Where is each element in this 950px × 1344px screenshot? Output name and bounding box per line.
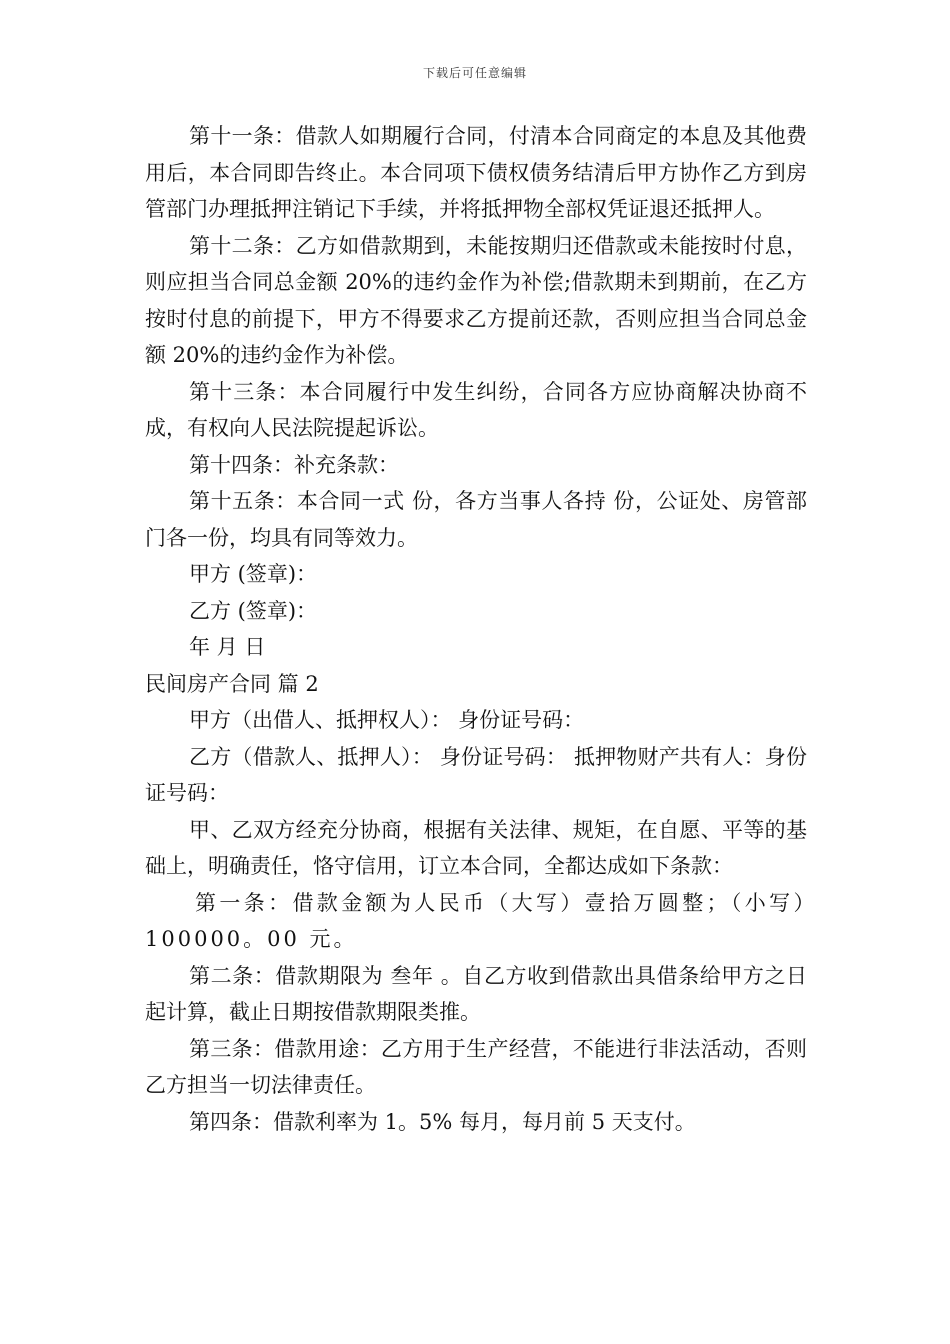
page-header: 下载后可任意编辑 bbox=[422, 66, 527, 80]
clause-1: 第一条：借款金额为人民币（大写）壹拾万圆整；（小写）100000。00 元。 bbox=[145, 890, 807, 951]
party-b-signature: 乙方 (签章)： bbox=[189, 598, 318, 623]
clause-14: 第十四条：补充条款： bbox=[189, 452, 399, 477]
clause-13: 第十三条：本合同履行中发生纠纷，合同各方应协商解决协商不成，有权向人民法院提起诉讼。 bbox=[145, 379, 807, 440]
date-line: 年 月 日 bbox=[189, 635, 266, 659]
section-title: 民间房产合同 篇 2 bbox=[145, 671, 319, 696]
document-body bbox=[145, 118, 807, 1140]
preamble: 甲、乙双方经充分协商，根据有关法律、规矩，在自愿、平等的基础上，明确责任，恪守信用，订立本合同，全都达成如下条款： bbox=[145, 817, 807, 878]
party-a-info: 甲方（出借人、抵押权人）： 身份证号码： bbox=[189, 708, 585, 732]
clause-2: 第二条：借款期限为 叁年 。自乙方收到借款出具借条给甲方之日起计算，截止日期按借款期限类推。 bbox=[145, 963, 807, 1024]
clause-4: 第四条：借款利率为 1。5% 每月，每月前 5 天支付。 bbox=[189, 1109, 696, 1134]
clause-11: 第十一条：借款人如期履行合同，付清本合同商定的本息及其他费用后，本合同即告终止。本合同项下债权债务结清后甲方协作乙方到房管部门办理抵押注销记下手续，并将抵押物全部权凭证退还抵押人。 bbox=[145, 124, 807, 221]
party-a-signature: 甲方 (签章)： bbox=[189, 562, 318, 586]
clause-3: 第三条：借款用途：乙方用于生产经营，不能进行非法活动，否则乙方担当一切法律责任。 bbox=[145, 1036, 807, 1097]
party-b-info: 乙方（借款人、抵押人）： 身份证号码： 抵押物财产共有人：身份证号码： bbox=[145, 744, 807, 805]
clause-15: 第十五条：本合同一式 份，各方当事人各持 份，公证处、房管部门各一份，均具有同等效力。 bbox=[145, 489, 807, 550]
clause-12: 第十二条：乙方如借款期到，未能按期归还借款或未能按时付息，则应担当合同总金额 20%的违约金作为补偿;借款期未到期前，在乙方按时付息的前提下，甲方不得要求乙方提前还款，否则应担当合同总金额 20%的违约金作为补偿。 bbox=[145, 233, 807, 367]
